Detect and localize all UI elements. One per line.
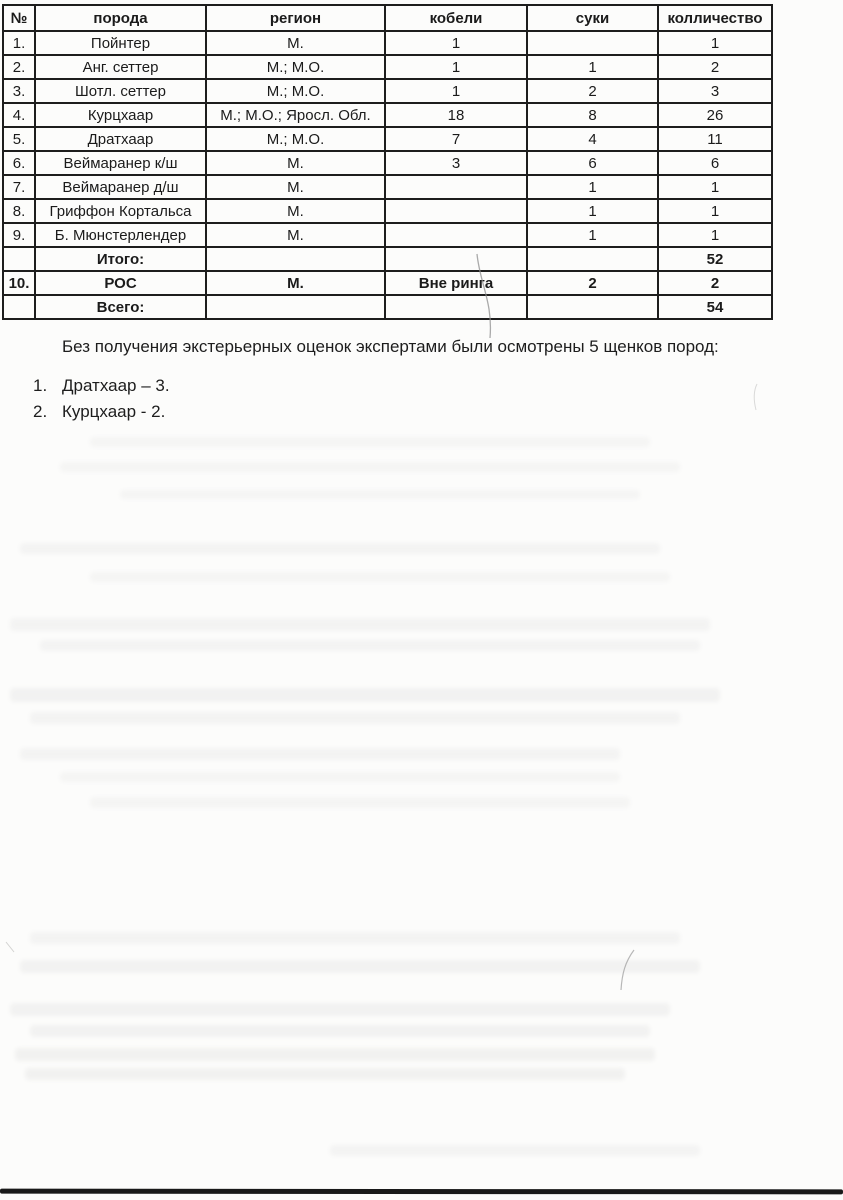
cell-num: 10. <box>3 271 35 295</box>
cell-breed: Веймаранер к/ш <box>35 151 206 175</box>
table-body <box>3 31 772 319</box>
cell-breed: Пойнтер <box>35 31 206 55</box>
cell-total: 2 <box>658 271 772 295</box>
cell-females: 1 <box>527 55 658 79</box>
puppies-note-paragraph: Без получения экстерьерных оценок экспертами были осмотрены 5 щенков пород: <box>62 337 719 356</box>
cell-males: 18 <box>385 103 527 127</box>
cell-breed: Курцхаар <box>35 103 206 127</box>
cell-males: 1 <box>385 31 527 55</box>
cell-females: 6 <box>527 151 658 175</box>
cell-num: 2. <box>3 55 35 79</box>
list-item-text: Дратхаар – 3. <box>62 375 170 395</box>
cell-num <box>3 247 35 271</box>
cell-region: М.; М.О. <box>206 55 385 79</box>
cell-num: 6. <box>3 151 35 175</box>
cell-num: 7. <box>3 175 35 199</box>
header-num: № <box>3 5 35 31</box>
table-row <box>3 103 772 127</box>
table-row <box>3 271 772 295</box>
cell-num: 5. <box>3 127 35 151</box>
cell-region: М. <box>206 223 385 247</box>
cell-males: 3 <box>385 151 527 175</box>
cell-num: 1. <box>3 31 35 55</box>
table-row <box>3 127 772 151</box>
table-row <box>3 79 772 103</box>
cell-total: 2 <box>658 55 772 79</box>
cell-region: М.; М.О.; Яросл. Обл. <box>206 103 385 127</box>
list-item-number: 1. <box>33 375 48 395</box>
cell-total: 3 <box>658 79 772 103</box>
table-row <box>3 199 772 223</box>
cell-males: Вне ринга <box>385 271 527 295</box>
cell-region: М. <box>206 31 385 55</box>
cell-males <box>385 247 527 271</box>
cell-females: 8 <box>527 103 658 127</box>
cell-breed: Анг. сеттер <box>35 55 206 79</box>
list-item-number: 2. <box>33 401 48 421</box>
table-row <box>3 151 772 175</box>
table-row <box>3 295 772 319</box>
cell-males: 7 <box>385 127 527 151</box>
cell-males: 1 <box>385 79 527 103</box>
table-row <box>3 31 772 55</box>
cell-breed: Дратхаар <box>35 127 206 151</box>
puppies-list <box>33 373 170 425</box>
table-row <box>3 223 772 247</box>
cell-males <box>385 295 527 319</box>
cell-region: М. <box>206 175 385 199</box>
cell-breed: Итого: <box>35 247 206 271</box>
cell-females <box>527 295 658 319</box>
cell-num: 3. <box>3 79 35 103</box>
cell-num <box>3 295 35 319</box>
cell-breed: Б. Мюнстерлендер <box>35 223 206 247</box>
cell-total: 1 <box>658 175 772 199</box>
cell-males <box>385 199 527 223</box>
header-region: регион <box>206 5 385 31</box>
cell-total: 54 <box>658 295 772 319</box>
cell-females: 2 <box>527 79 658 103</box>
cell-females <box>527 247 658 271</box>
cell-region: М.; М.О. <box>206 127 385 151</box>
cell-region: М. <box>206 271 385 295</box>
header-males: кобели <box>385 5 527 31</box>
table-row <box>3 247 772 271</box>
cell-total: 11 <box>658 127 772 151</box>
cell-total: 6 <box>658 151 772 175</box>
list-item <box>33 399 170 424</box>
cell-region <box>206 247 385 271</box>
cell-total: 52 <box>658 247 772 271</box>
cell-num: 4. <box>3 103 35 127</box>
cell-breed: Всего: <box>35 295 206 319</box>
cell-males <box>385 223 527 247</box>
cell-total: 1 <box>658 223 772 247</box>
cell-total: 1 <box>658 199 772 223</box>
header-breed: порода <box>35 5 206 31</box>
cell-females: 1 <box>527 199 658 223</box>
cell-region <box>206 295 385 319</box>
cell-num: 8. <box>3 199 35 223</box>
header-total: колличество <box>658 5 772 31</box>
cell-total: 1 <box>658 31 772 55</box>
cell-breed: Шотл. сеттер <box>35 79 206 103</box>
cell-breed: РОС <box>35 271 206 295</box>
cell-region: М.; М.О. <box>206 79 385 103</box>
cell-total: 26 <box>658 103 772 127</box>
cell-region: М. <box>206 199 385 223</box>
cell-males: 1 <box>385 55 527 79</box>
cell-males <box>385 175 527 199</box>
cell-females: 1 <box>527 175 658 199</box>
cell-num: 9. <box>3 223 35 247</box>
table-header-row <box>3 5 772 31</box>
header-females: суки <box>527 5 658 31</box>
cell-females <box>527 31 658 55</box>
list-item-text: Курцхаар - 2. <box>62 401 166 421</box>
cell-region: М. <box>206 151 385 175</box>
cell-breed: Гриффон Кортальса <box>35 199 206 223</box>
cell-females: 4 <box>527 127 658 151</box>
scanner-edge-bar <box>0 1189 843 1195</box>
breed-statistics-table <box>2 4 773 320</box>
table-row <box>3 175 772 199</box>
cell-females: 2 <box>527 271 658 295</box>
cell-breed: Веймаранер д/ш <box>35 175 206 199</box>
list-item <box>33 373 170 398</box>
cell-females: 1 <box>527 223 658 247</box>
table-row <box>3 55 772 79</box>
